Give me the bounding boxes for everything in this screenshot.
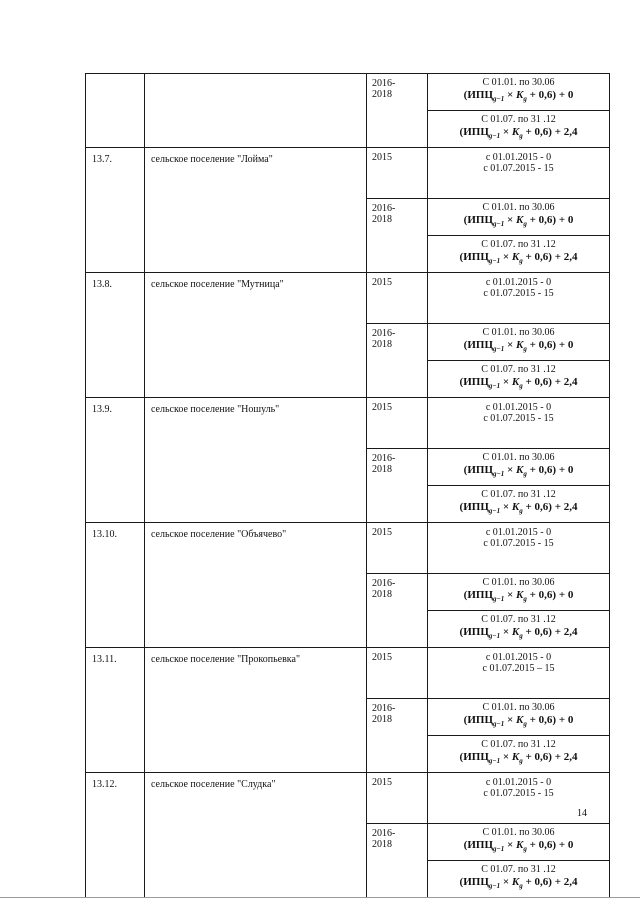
row-number: 13.8.: [86, 273, 145, 398]
years-2016-2018: [367, 574, 428, 648]
formula-add: + 0,6: [529, 839, 553, 851]
formula-ipc: ИПЦ: [463, 376, 489, 388]
formula: $(ИПЦ_{g-1} \times K_g + 0,6) + 0$: [463, 839, 574, 854]
formula-k: K: [511, 876, 520, 888]
formula-subscript: g−1: [488, 507, 501, 516]
period-first-half: С 01.01. по 30.06: [482, 327, 555, 338]
formula: $(ИПЦ_{g-1} \times K_g + 0,6) + 0$: [463, 464, 574, 479]
formula-k-subscript: g: [523, 595, 527, 604]
years-line: 2016-: [372, 578, 396, 589]
formula-subscript: g−1: [488, 382, 501, 391]
period-first-half: С 01.01. по 30.06: [482, 452, 555, 463]
formula: $(ИПЦ_{g-1} \times K_g + 0,6) + 0$: [463, 339, 574, 354]
formula-ipc: ИПЦ: [467, 589, 493, 601]
formula-k: K: [516, 589, 524, 601]
values-2015: [428, 273, 610, 324]
years-line: 2016-: [372, 328, 396, 339]
formula-ipc: ИПЦ: [463, 126, 489, 138]
period-second-half: С 01.07. по 31 .12: [481, 489, 556, 500]
formula-ipc: ИПЦ: [467, 714, 493, 726]
formula-subscript: g−1: [493, 220, 505, 229]
period-second-half: С 01.07. по 31 .12: [481, 739, 556, 750]
formula-add: + 0,6: [525, 876, 549, 888]
formula-k-subscript: g: [523, 470, 527, 479]
formula-first-half: [428, 449, 610, 486]
formula-subscript: g−1: [493, 95, 505, 104]
formula-end: 2,4: [563, 126, 578, 138]
formula-end: 0: [567, 89, 574, 101]
year-2015: 2015: [367, 773, 428, 824]
formula-k: K: [516, 839, 524, 851]
table-row: [86, 74, 610, 111]
formula-ipc: ИПЦ: [463, 876, 489, 888]
formula-add: + 0,6: [529, 464, 553, 476]
formula-subscript: g−1: [488, 882, 501, 891]
years-line: 2018: [372, 839, 392, 850]
formula-times: ×: [507, 214, 514, 226]
formula-end: 2,4: [563, 376, 578, 388]
years-2016-2018: [367, 824, 428, 898]
formula-k-subscript: g: [519, 132, 523, 141]
formula-ipc: ИПЦ: [463, 251, 489, 263]
formula-end: 0: [567, 214, 574, 226]
years-2016-2018: [367, 449, 428, 523]
formula-k-subscript: g: [523, 720, 527, 729]
period-first-half: С 01.01. по 30.06: [482, 827, 555, 838]
formula-first-half: [428, 199, 610, 236]
formula-ipc: ИПЦ: [467, 339, 493, 351]
settlement-name: сельское поселение "Лойма": [145, 148, 367, 273]
value-2015-second-half: с 01.07.2015 - 15: [483, 788, 554, 799]
formula-k: K: [511, 251, 520, 263]
formula-k: K: [516, 89, 524, 101]
formula-k-subscript: g: [523, 845, 527, 854]
year-2015: 2015: [367, 273, 428, 324]
formula-k-subscript: g: [523, 220, 527, 229]
formula-add: + 0,6: [525, 751, 549, 763]
formula-times: ×: [507, 464, 514, 476]
years-2016-2018: [367, 74, 428, 148]
formula-k-subscript: g: [519, 382, 523, 391]
formula-add: + 0,6: [529, 714, 553, 726]
value-2015-first-half: с 01.01.2015 - 0: [485, 277, 552, 288]
formula-add: + 0,6: [529, 589, 553, 601]
formula: $(ИПЦ_{g-1} \times K_g + 0,6) + 2,4$: [459, 876, 578, 891]
years-line: 2016-: [372, 203, 396, 214]
settlement-name: сельское поселение "Прокопьевка": [145, 648, 367, 773]
formula-add: + 0,6: [525, 626, 549, 638]
formula-times: ×: [507, 589, 514, 601]
formula-times: ×: [507, 89, 514, 101]
value-2015-second-half: с 01.07.2015 - 15: [483, 538, 554, 549]
formula-k: K: [511, 501, 520, 513]
formula-k-subscript: g: [519, 882, 523, 891]
values-2015: [428, 523, 610, 574]
row-number: 13.10.: [86, 523, 145, 648]
settlement-name: сельское поселение "Ношуль": [145, 398, 367, 523]
table-row: [86, 523, 610, 574]
value-2015-first-half: с 01.01.2015 - 0: [485, 652, 552, 663]
formula-times: ×: [507, 339, 514, 351]
table-row: [86, 773, 610, 824]
formula: $(ИПЦ_{g-1} \times K_g + 0,6) + 2,4$: [459, 751, 578, 766]
settlement-name: сельское поселение "Слудка": [145, 773, 367, 898]
formula-end: 2,4: [563, 501, 578, 513]
years-line: 2016-: [372, 703, 396, 714]
formula-add: + 0,6: [525, 126, 549, 138]
period-first-half: С 01.01. по 30.06: [482, 202, 555, 213]
period-second-half: С 01.07. по 31 .12: [481, 614, 556, 625]
formula-subscript: g−1: [488, 757, 501, 766]
year-2015: 2015: [367, 523, 428, 574]
formula-second-half: [428, 861, 610, 898]
formula-ipc: ИПЦ: [467, 89, 493, 101]
years-line: 2018: [372, 589, 392, 600]
years-line: 2016-: [372, 78, 396, 89]
period-second-half: С 01.07. по 31 .12: [481, 864, 556, 875]
row-number: 13.7.: [86, 148, 145, 273]
formula-k: K: [511, 376, 520, 388]
value-2015-first-half: с 01.01.2015 - 0: [485, 402, 552, 413]
formula-first-half: [428, 699, 610, 736]
value-2015-first-half: с 01.01.2015 - 0: [485, 152, 552, 163]
value-2015-second-half: с 01.07.2015 - 15: [483, 288, 554, 299]
formula-first-half: [428, 74, 610, 111]
formula-subscript: g−1: [488, 132, 501, 141]
year-2015: 2015: [367, 148, 428, 199]
formula-k: K: [511, 626, 520, 638]
formula-k-subscript: g: [523, 345, 527, 354]
formula: $(ИПЦ_{g-1} \times K_g + 0,6) + 2,4$: [459, 626, 578, 641]
row-number: 13.9.: [86, 398, 145, 523]
formula-add: + 0,6: [529, 89, 553, 101]
formula: $(ИПЦ_{g-1} \times K_g + 0,6) + 0$: [463, 89, 574, 104]
formula-end: 2,4: [563, 751, 578, 763]
formula-times: ×: [502, 876, 510, 888]
formula-subscript: g−1: [493, 470, 505, 479]
year-2015: 2015: [367, 398, 428, 449]
formula-end: 2,4: [563, 626, 578, 638]
formula-times: ×: [502, 501, 510, 513]
period-second-half: С 01.07. по 31 .12: [481, 114, 556, 125]
formula-k: K: [516, 339, 524, 351]
formula-first-half: [428, 824, 610, 861]
formula-times: ×: [502, 751, 510, 763]
formula-subscript: g−1: [493, 345, 505, 354]
year-2015: 2015: [367, 648, 428, 699]
formula-ipc: ИПЦ: [463, 751, 489, 763]
row-number: 13.12.: [86, 773, 145, 898]
formula-k-subscript: g: [519, 757, 523, 766]
values-2015: [428, 148, 610, 199]
formula-add: + 0,6: [525, 251, 549, 263]
formula: $(ИПЦ_{g-1} \times K_g + 0,6) + 2,4$: [459, 501, 578, 516]
formula: $(ИПЦ_{g-1} \times K_g + 0,6) + 0$: [463, 714, 574, 729]
formula-times: ×: [502, 126, 510, 138]
formula-second-half: [428, 611, 610, 648]
formula-end: 0: [567, 464, 574, 476]
formula-add: + 0,6: [525, 376, 549, 388]
formula: $(ИПЦ_{g-1} \times K_g + 0,6) + 0$: [463, 214, 574, 229]
formula: $(ИПЦ_{g-1} \times K_g + 0,6) + 2,4$: [459, 376, 578, 391]
values-2015: [428, 648, 610, 699]
formula-second-half: [428, 486, 610, 523]
period-second-half: С 01.07. по 31 .12: [481, 364, 556, 375]
formula-k: K: [516, 714, 524, 726]
table-row: [86, 148, 610, 199]
years-line: 2018: [372, 89, 392, 100]
settlement-name: сельское поселение "Объячево": [145, 523, 367, 648]
formula-times: ×: [502, 376, 510, 388]
formula-ipc: ИПЦ: [463, 626, 489, 638]
formula-k: K: [516, 214, 524, 226]
formula: $(ИПЦ_{g-1} \times K_g + 0,6) + 0$: [463, 589, 574, 604]
period-first-half: С 01.01. по 30.06: [482, 77, 555, 88]
formula-times: ×: [507, 714, 514, 726]
tariff-table: [85, 73, 610, 898]
formula-subscript: g−1: [488, 257, 501, 266]
formula-subscript: g−1: [493, 595, 505, 604]
formula-add: + 0,6: [525, 501, 549, 513]
settlement-name: [145, 74, 367, 148]
formula-times: ×: [507, 839, 514, 851]
formula-times: ×: [502, 251, 510, 263]
years-line: 2018: [372, 464, 392, 475]
table-row: [86, 398, 610, 449]
formula: $(ИПЦ_{g-1} \times K_g + 0,6) + 2,4$: [459, 251, 578, 266]
row-number: 13.11.: [86, 648, 145, 773]
value-2015-second-half: с 01.07.2015 - 15: [483, 413, 554, 424]
formula-ipc: ИПЦ: [467, 214, 493, 226]
period-first-half: С 01.01. по 30.06: [482, 577, 555, 588]
years-line: 2016-: [372, 453, 396, 464]
row-number: [86, 74, 145, 148]
period-first-half: С 01.01. по 30.06: [482, 702, 555, 713]
years-line: 2018: [372, 339, 392, 350]
formula-times: ×: [502, 626, 510, 638]
table-row: [86, 273, 610, 324]
bottom-rule: [0, 897, 640, 898]
formula-add: + 0,6: [529, 339, 553, 351]
years-line: 2018: [372, 214, 392, 225]
formula-subscript: g−1: [493, 845, 505, 854]
formula-second-half: [428, 236, 610, 273]
formula-second-half: [428, 736, 610, 773]
formula-k-subscript: g: [519, 507, 523, 516]
formula-k-subscript: g: [519, 257, 523, 266]
formula-end: 0: [567, 839, 574, 851]
formula-subscript: g−1: [493, 720, 505, 729]
value-2015-first-half: с 01.01.2015 - 0: [485, 527, 552, 538]
formula-k: K: [511, 751, 520, 763]
years-2016-2018: [367, 199, 428, 273]
formula-ipc: ИПЦ: [467, 839, 493, 851]
formula-end: 0: [567, 339, 574, 351]
formula-k-subscript: g: [519, 632, 523, 641]
value-2015-first-half: с 01.01.2015 - 0: [485, 777, 552, 788]
formula-k-subscript: g: [523, 95, 527, 104]
table-row: [86, 648, 610, 699]
page-number: 14: [577, 808, 587, 819]
formula-k: K: [511, 126, 520, 138]
years-line: 2018: [372, 714, 392, 725]
values-2015: [428, 398, 610, 449]
period-second-half: С 01.07. по 31 .12: [481, 239, 556, 250]
formula-k: K: [516, 464, 524, 476]
formula-end: 2,4: [563, 876, 578, 888]
formula-subscript: g−1: [488, 632, 501, 641]
years-2016-2018: [367, 324, 428, 398]
value-2015-second-half: с 01.07.2015 – 15: [482, 663, 555, 674]
formula-first-half: [428, 324, 610, 361]
formula-second-half: [428, 361, 610, 398]
formula-second-half: [428, 111, 610, 148]
years-2016-2018: [367, 699, 428, 773]
formula-ipc: ИПЦ: [467, 464, 493, 476]
years-line: 2016-: [372, 828, 396, 839]
formula: $(ИПЦ_{g-1} \times K_g + 0,6) + 2,4$: [459, 126, 578, 141]
formula-ipc: ИПЦ: [463, 501, 489, 513]
formula-end: 2,4: [563, 251, 578, 263]
formula-end: 0: [567, 589, 574, 601]
value-2015-second-half: с 01.07.2015 - 15: [483, 163, 554, 174]
settlement-name: сельское поселение "Мутница": [145, 273, 367, 398]
formula-end: 0: [567, 714, 574, 726]
formula-add: + 0,6: [529, 214, 553, 226]
formula-first-half: [428, 574, 610, 611]
